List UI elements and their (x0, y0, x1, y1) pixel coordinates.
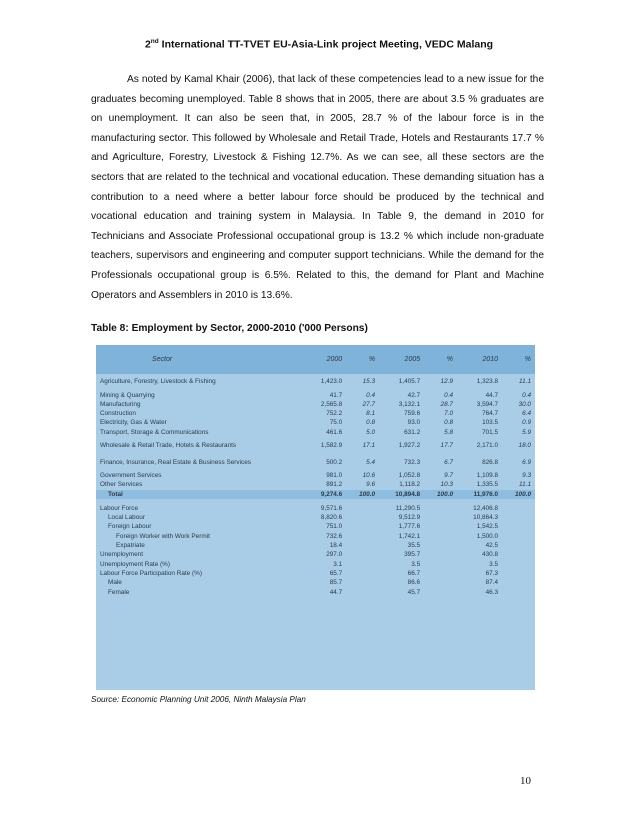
value-cell (424, 579, 457, 588)
col-header-2000: 2000 (306, 345, 346, 374)
value-cell (502, 569, 535, 578)
total-value-cell: 11,976.0 (457, 490, 502, 499)
value-cell: 3.5 (411, 560, 421, 568)
table-row (96, 579, 535, 588)
table-row (96, 588, 535, 597)
row-label-cell: Other Services (100, 481, 143, 489)
value-cell: 751.0 (326, 523, 343, 531)
table-body (96, 374, 535, 597)
value-cell: 1,582.9 (320, 441, 343, 449)
value-cell: 5.4 (366, 458, 376, 466)
page-header (0, 38, 638, 51)
value-cell (502, 551, 535, 560)
value-cell: 28.7 (440, 400, 453, 408)
table-row (96, 481, 535, 490)
value-cell (502, 523, 535, 532)
value-cell: 0.8 (366, 419, 376, 427)
value-cell: 103.5 (482, 419, 499, 427)
value-cell: 6.7 (444, 458, 453, 466)
table-row (96, 532, 535, 541)
value-cell: 44.7 (329, 588, 343, 596)
value-cell: 18.4 (329, 542, 343, 550)
value-cell: 75.0 (329, 419, 343, 427)
col-header-pct-2010: % (502, 345, 535, 374)
total-value-cell: 9,274.6 (306, 490, 346, 499)
value-cell: 826.8 (482, 458, 499, 466)
value-cell: 12.9 (440, 378, 453, 386)
value-cell (502, 588, 535, 597)
total-value-cell: 10,894.8 (379, 490, 424, 499)
row-label-cell: Transport, Storage & Communications (100, 428, 209, 436)
col-header-2010: 2010 (457, 345, 502, 374)
value-cell: 732.6 (326, 532, 343, 540)
table-row (96, 504, 535, 513)
value-cell: 1,423.0 (320, 378, 343, 386)
value-cell: 65.7 (329, 569, 343, 577)
value-cell: 3.5 (489, 560, 499, 568)
table-total-row (96, 490, 535, 499)
row-label-cell: Electricity, Gas & Water (100, 419, 167, 427)
value-cell: 631.2 (404, 428, 421, 436)
value-cell: 9.7 (444, 471, 453, 479)
table-row (96, 419, 535, 428)
value-cell: 0.4 (522, 391, 531, 399)
row-label-cell: Agriculture, Forestry, Livestock & Fishing (100, 378, 216, 386)
value-cell: 18.0 (518, 441, 531, 449)
value-cell: 1,323.8 (476, 378, 499, 386)
row-label-cell: Mining & Quarrying (100, 391, 155, 399)
value-cell (502, 542, 535, 551)
value-cell: 395.7 (404, 551, 421, 559)
header-prefix: 2 (144, 38, 151, 51)
value-cell: 759.6 (404, 410, 421, 418)
value-cell: 15.3 (362, 378, 376, 386)
table-header-row (96, 345, 535, 374)
row-label-cell: Finance, Insurance, Real Estate & Business Services (100, 458, 251, 466)
value-cell: 6.4 (522, 410, 531, 418)
value-cell: 85.7 (329, 579, 343, 587)
value-cell: 11.1 (519, 378, 531, 386)
table-caption: Table 8: Employment by Sector, 2000-2010 ('000 Persons) (91, 323, 368, 334)
body-paragraph-block (91, 70, 544, 305)
value-cell: 86.6 (407, 579, 421, 587)
total-value-cell: 100.0 (346, 490, 379, 499)
value-cell: 0.4 (366, 391, 376, 399)
value-cell: 7.0 (444, 410, 453, 418)
value-cell: 1,742.1 (398, 532, 421, 540)
value-cell: 41.7 (329, 391, 343, 399)
table-row (96, 428, 535, 437)
value-cell: 9,571.6 (320, 504, 343, 512)
value-cell: 42.5 (485, 542, 499, 550)
table-row (96, 437, 535, 454)
table-row (96, 400, 535, 409)
value-cell: 6.9 (522, 458, 531, 466)
row-label-cell: Foreign Labour (108, 523, 152, 531)
value-cell: 5.8 (444, 428, 453, 436)
value-cell (346, 542, 379, 551)
value-cell: 752.2 (326, 410, 343, 418)
value-cell (502, 532, 535, 541)
body-paragraph: As noted by Kamal Khair (2006), that lack of these competencies lead to a new issue for the graduates becoming unemployed. Table 8 shows that in 2005, there are about 3.5 % graduates are on unemployment. It can also be seen that, in 2005, 28.7 % of the labour force is in the manufacturing sector. This followed by Wholesale and Retail Trade, Hotels and Restaurants 17.7 % and Agriculture, Forestry, Livestock & Fishing 12.7%. As we can see, all these sectors are the sectors that are related to the technical and vocational education. These demanding situation has a contribution to a need where a better labour force should be produced by the technical and vocational education and training system in Malaysia. In Table 9, the demand in 2010 for Technicians and Associate Professional occupational group is 13.2 % which include non-graduate teachers, supervisors and engineering and computer support technicians. While the demand for the Professionals occupational group is 6.5%. Related to this, the demand for Plant and Machine Operators and Assemblers in 2010 is 13.6%. (91, 74, 544, 301)
row-label-cell: Manufacturing (100, 400, 141, 408)
row-label-cell: Government Services (100, 471, 162, 479)
value-cell (424, 523, 457, 532)
value-cell: 1,335.5 (476, 481, 499, 489)
table-row (96, 523, 535, 532)
value-cell (346, 504, 379, 513)
value-cell (502, 504, 535, 513)
value-cell: 701.5 (482, 428, 499, 436)
value-cell: 12,406.8 (473, 504, 499, 512)
value-cell: 2,565.8 (320, 400, 343, 408)
value-cell: 0.4 (444, 391, 453, 399)
value-cell: 11,290.5 (395, 504, 421, 512)
value-cell: 30.0 (518, 400, 531, 408)
row-label-cell: Foreign Worker with Work Permit (116, 532, 210, 540)
value-cell (346, 551, 379, 560)
value-cell: 9,512.9 (398, 514, 421, 522)
value-cell: 1,109.8 (476, 471, 499, 479)
value-cell: 2,171.0 (476, 441, 499, 449)
value-cell: 764.7 (482, 410, 499, 418)
value-cell (346, 579, 379, 588)
value-cell: 430.8 (482, 551, 499, 559)
value-cell (424, 542, 457, 551)
value-cell: 3,594.7 (476, 400, 499, 408)
value-cell: 461.6 (326, 428, 343, 436)
value-cell: 5.9 (522, 428, 531, 436)
value-cell (346, 514, 379, 523)
table-row (96, 569, 535, 578)
value-cell: 1,118.2 (399, 481, 421, 489)
table-row (96, 560, 535, 569)
value-cell: 87.4 (485, 579, 499, 587)
value-cell: 981.0 (326, 471, 343, 479)
value-cell: 67.3 (485, 569, 499, 577)
col-header-pct-2005: % (424, 345, 457, 374)
row-label-cell: Male (108, 579, 122, 587)
total-value-cell: 100.0 (424, 490, 457, 499)
value-cell: 500.2 (326, 458, 343, 466)
value-cell (502, 514, 535, 523)
row-label-cell: Labour Force (100, 504, 139, 512)
value-cell (424, 560, 457, 569)
value-cell: 0.9 (522, 419, 531, 427)
table-source: Source: Economic Planning Unit 2006, Ninth Malaysia Plan (91, 695, 306, 704)
employment-table-figure (96, 345, 535, 690)
table-row (96, 410, 535, 419)
value-cell: 297.0 (326, 551, 343, 559)
value-cell: 17.1 (362, 441, 376, 449)
col-header-2005: 2005 (379, 345, 424, 374)
page-number: 10 (520, 775, 531, 787)
table-row (96, 471, 535, 480)
col-header-sector: Sector (96, 345, 306, 374)
value-cell: 66.7 (407, 569, 421, 577)
table-row (96, 374, 535, 391)
value-cell: 27.7 (362, 400, 376, 408)
value-cell: 1,052.8 (398, 471, 421, 479)
table-row (96, 391, 535, 400)
value-cell: 44.7 (485, 391, 499, 399)
value-cell: 17.7 (440, 441, 453, 449)
value-cell: 45.7 (407, 588, 421, 596)
row-label-cell: Female (108, 588, 130, 596)
value-cell: 35.5 (407, 542, 421, 550)
row-label-cell: Construction (100, 410, 136, 418)
value-cell: 1,405.7 (398, 378, 421, 386)
value-cell: 93.0 (407, 419, 421, 427)
total-value-cell: 100.0 (502, 490, 535, 499)
value-cell (424, 514, 457, 523)
value-cell (346, 588, 379, 597)
value-cell: 1,500.0 (476, 532, 499, 540)
row-label-cell: Unemployment Rate (%) (100, 560, 170, 568)
value-cell: 10.6 (362, 471, 376, 479)
value-cell: 46.3 (485, 588, 499, 596)
row-label-cell: Wholesale & Retail Trade, Hotels & Restaurants (100, 441, 237, 449)
value-cell (424, 532, 457, 541)
value-cell: 10,864.3 (473, 514, 499, 522)
value-cell (502, 579, 535, 588)
value-cell: 10.3 (440, 481, 453, 489)
value-cell: 9.6 (366, 481, 376, 489)
value-cell (424, 504, 457, 513)
employment-table (96, 345, 535, 597)
value-cell (346, 560, 379, 569)
total-label-cell: Total (96, 490, 306, 499)
value-cell (424, 551, 457, 560)
col-header-pct-2000: % (346, 345, 379, 374)
value-cell: 3.1 (333, 560, 343, 568)
value-cell: 1,927.2 (398, 441, 421, 449)
row-label-cell: Unemployment (100, 551, 143, 559)
value-cell: 1,542.5 (476, 523, 499, 531)
value-cell (346, 569, 379, 578)
value-cell: 891.2 (326, 481, 343, 489)
header-rest: International TT-TVET EU-Asia-Link project Meeting, VEDC Malang (158, 38, 494, 51)
table-row (96, 454, 535, 471)
value-cell: 1,777.6 (398, 523, 421, 531)
value-cell (424, 569, 457, 578)
value-cell: 3,132.1 (398, 400, 421, 408)
value-cell: 11.1 (519, 481, 531, 489)
value-cell: 732.3 (404, 458, 421, 466)
row-label-cell: Labour Force Participation Rate (%) (100, 569, 202, 577)
header-sup: nd (150, 38, 159, 45)
value-cell: 0.8 (444, 419, 453, 427)
row-label-cell: Expatriate (116, 542, 145, 550)
value-cell (502, 560, 535, 569)
value-cell (424, 588, 457, 597)
value-cell: 42.7 (407, 391, 421, 399)
table-row (96, 514, 535, 523)
value-cell: 8.1 (366, 410, 376, 418)
table-row (96, 551, 535, 560)
table-row (96, 542, 535, 551)
row-label-cell: Local Labour (108, 514, 145, 522)
value-cell: 8,820.6 (320, 514, 343, 522)
value-cell: 5.0 (366, 428, 376, 436)
value-cell: 9.3 (522, 471, 531, 479)
value-cell (346, 532, 379, 541)
value-cell (346, 523, 379, 532)
